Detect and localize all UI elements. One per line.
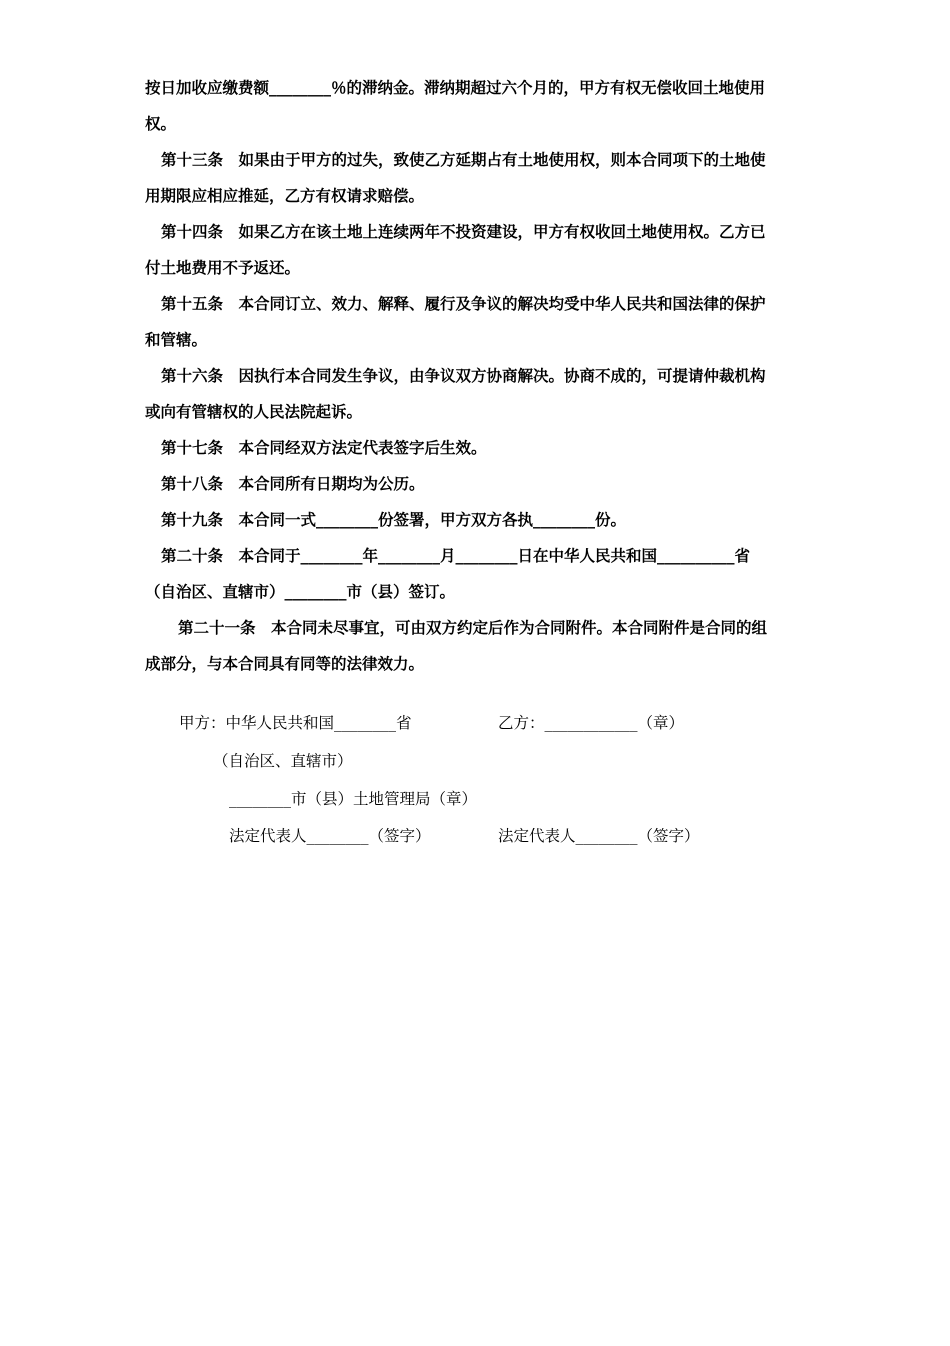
clause-13: 第十三条 如果由于甲方的过失，致使乙方延期占有土地使用权，则本合同项下的土地使 xyxy=(161,151,766,169)
party-b-representative: 法定代表人________（签字） xyxy=(498,827,700,845)
clause-16: 第十六条 因执行本合同发生争议，由争议双方协商解决。协商不成的，可提请仲裁机构 xyxy=(161,367,766,385)
clause-13-cont: 用期限应相应推延，乙方有权请求赔偿。 xyxy=(145,187,425,205)
party-a-region: （自治区、直辖市） xyxy=(213,752,353,770)
party-b-label: 乙方：____________（章） xyxy=(498,714,685,732)
clause-12-continuation: 按日加收应缴费额________％的滞纳金。滞纳期超过六个月的，甲方有权无偿收回土地使用 xyxy=(145,79,766,97)
contract-clauses xyxy=(145,70,810,682)
clause-21: 第二十一条 本合同未尽事宜，可由双方约定后作为合同附件。本合同附件是合同的组 xyxy=(178,619,768,637)
clause-19: 第十九条 本合同一式________份签署，甲方双方各执________份。 xyxy=(161,511,627,529)
party-a-representative: 法定代表人________（签字） xyxy=(229,827,431,845)
clause-14-cont: 付土地费用不予返还。 xyxy=(145,259,301,277)
clause-18: 第十八条 本合同所有日期均为公历。 xyxy=(161,475,425,493)
party-a-label: 甲方：中华人民共和国________省 xyxy=(179,714,412,732)
clause-15-cont: 和管辖。 xyxy=(145,331,208,349)
clause-16-cont: 或向有管辖权的人民法院起诉。 xyxy=(145,403,363,421)
clause-20-cont: （自治区、直辖市）________市（县）签订。 xyxy=(145,583,456,601)
clause-17: 第十七条 本合同经双方法定代表签字后生效。 xyxy=(161,439,487,457)
land-bureau-label: ________市（县）土地管理局（章） xyxy=(229,790,478,808)
clause-14: 第十四条 如果乙方在该土地上连续两年不投资建设，甲方有权收回土地使用权。乙方已 xyxy=(161,223,766,241)
clause-21-cont: 成部分，与本合同具有同等的法律效力。 xyxy=(145,655,425,673)
clause-12-end: 权。 xyxy=(145,115,177,133)
clause-20: 第二十条 本合同于________年________月________日在中华人民共和国__________省 xyxy=(161,547,751,565)
clause-15: 第十五条 本合同订立、效力、解释、履行及争议的解决均受中华人民共和国法律的保护 xyxy=(161,295,766,313)
